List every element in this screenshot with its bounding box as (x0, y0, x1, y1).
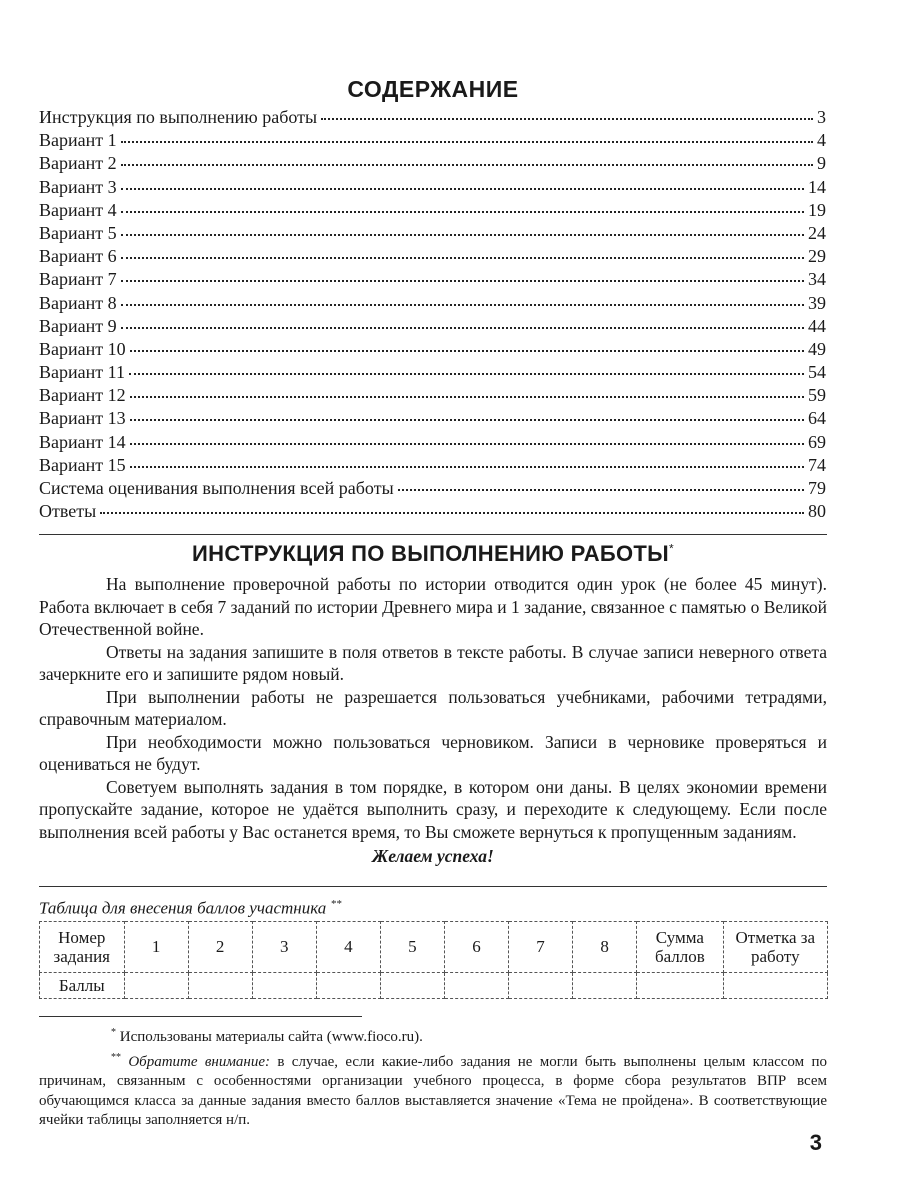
sum-cell[interactable] (637, 972, 723, 998)
toc-entry-page: 4 (817, 130, 826, 151)
toc-entry (39, 361, 826, 384)
toc-entry-label: Вариант 12 (39, 385, 126, 406)
toc-entry-page: 80 (808, 501, 826, 522)
instruction-paragraph: Ответы на задания запишите в поля ответов в тексте работы. В случае записи неверного ответа зачеркните его и запишите рядом новый. (39, 641, 827, 684)
instruction-paragraph: Советуем выполнять задания в том порядке, в котором они даны. В целях экономии времени пропускайте задание, которое не удаётся выполнить сразу, и переходите к следующему. Если после выполнения всей работы у Вас останется время, то Вы сможете вернуться к пропущенным заданиям. (39, 776, 827, 842)
toc-entry-label: Вариант 8 (39, 292, 117, 313)
toc-entry-page: 59 (808, 385, 826, 406)
toc-entry-page: 19 (808, 199, 826, 220)
toc-entry-page: 79 (808, 478, 826, 498)
toc-entry-label: Вариант 3 (39, 176, 117, 197)
toc-leader-dots (130, 466, 804, 468)
grade-cell[interactable] (723, 972, 827, 998)
task-number-cell: 5 (380, 922, 444, 973)
toc-entry (39, 106, 826, 129)
score-table-caption (39, 898, 342, 919)
instruction-paragraph: При выполнении работы не разрешается пользоваться учебниками, рабочими тетрадями, справочным материалом. (39, 686, 827, 729)
toc-leader-dots (398, 489, 804, 491)
toc-entry (39, 431, 826, 454)
toc-leader-dots (121, 211, 804, 213)
toc-entry (39, 500, 826, 523)
instruction-paragraph: На выполнение проверочной работы по истории отводится один урок (не более 45 минут). Работа включает в себя 7 заданий по истории Древнего мира и 1 задание, связанное с памятью о Великой Отечественной войне. (39, 574, 827, 639)
score-table-caption-text: Таблица для внесения баллов участника (39, 898, 327, 918)
grade-header: Отметка за работу (723, 922, 827, 973)
page-number: 3 (809, 1130, 822, 1155)
footnote-1 (39, 1023, 827, 1048)
score-table-points-row (40, 972, 828, 998)
toc-entry-label: Вариант 14 (39, 431, 126, 452)
toc-leader-dots (121, 164, 813, 166)
table-of-contents (39, 106, 826, 523)
points-cell[interactable] (316, 972, 380, 998)
instruction-paragraph: При необходимости можно пользоваться черновиком. Записи в черновике проверяться и оцениваться не будут. (39, 731, 827, 774)
footnote-mark: ** (330, 898, 342, 910)
task-number-cell: 3 (252, 922, 316, 973)
instructions-title-text: ИНСТРУКЦИЯ ПО ВЫПОЛНЕНИЮ РАБОТЫ (192, 541, 669, 566)
task-number-cell: 6 (444, 922, 508, 973)
toc-leader-dots (121, 280, 804, 282)
footnote-1-text: Использованы материалы сайта (www.fioco.ru). (119, 1029, 423, 1045)
toc-entry-label: Вариант 10 (39, 338, 126, 359)
footnote-2 (39, 1048, 827, 1131)
toc-entry-page: 64 (808, 408, 826, 429)
toc-leader-dots (121, 234, 804, 236)
instructions-body (39, 573, 827, 843)
toc-entry-page: 39 (808, 292, 826, 313)
toc-entry (39, 292, 826, 315)
toc-entry (39, 338, 826, 361)
task-number-header: Номер задания (40, 922, 125, 973)
points-cell[interactable] (124, 972, 188, 998)
task-number-cell: 2 (188, 922, 252, 973)
toc-entry-label: Система оценивания выполнения всей работы (39, 478, 394, 498)
toc-entry-label: Вариант 4 (39, 199, 117, 220)
points-cell[interactable] (509, 972, 573, 998)
good-luck-text: Желаем успеха! (372, 846, 494, 866)
score-table-header-row (40, 922, 828, 973)
toc-entry (39, 152, 826, 175)
toc-leader-dots (100, 512, 804, 514)
toc-entry-label: Вариант 9 (39, 315, 117, 336)
score-table (39, 921, 828, 999)
toc-entry (39, 129, 826, 152)
task-number-cell: 8 (573, 922, 637, 973)
toc-entry-label: Вариант 7 (39, 269, 117, 290)
points-label: Баллы (40, 972, 125, 998)
toc-entry-page: 14 (808, 176, 826, 197)
footnote-divider (39, 1016, 362, 1017)
toc-entry-page: 44 (808, 315, 826, 336)
toc-entry-page: 29 (808, 246, 826, 267)
toc-entry (39, 315, 826, 338)
footnote-2-lead: Обратите внимание: (128, 1053, 271, 1070)
toc-title: СОДЕРЖАНИЕ (347, 76, 519, 102)
points-cell[interactable] (380, 972, 444, 998)
toc-entry-label: Вариант 2 (39, 153, 117, 174)
toc-entry (39, 268, 826, 291)
section-divider (39, 534, 827, 535)
toc-leader-dots (130, 443, 804, 445)
toc-entry-page: 34 (808, 269, 826, 290)
instructions-title (0, 541, 866, 567)
footnotes (39, 1023, 827, 1131)
task-number-cell: 4 (316, 922, 380, 973)
toc-entry-label: Вариант 1 (39, 130, 117, 151)
toc-entry-page: 74 (808, 454, 826, 475)
toc-entry (39, 245, 826, 268)
toc-entry (39, 222, 826, 245)
footnote-mark: * (668, 541, 674, 556)
points-cell[interactable] (188, 972, 252, 998)
footnote-mark: * (111, 1027, 116, 1038)
task-number-cell: 7 (509, 922, 573, 973)
toc-entry-label: Вариант 15 (39, 454, 126, 475)
toc-entry-page: 54 (808, 362, 826, 383)
points-cell[interactable] (573, 972, 637, 998)
toc-leader-dots (121, 257, 804, 259)
toc-leader-dots (130, 396, 804, 398)
toc-entry (39, 384, 826, 407)
toc-entry-page: 9 (817, 153, 826, 174)
toc-entry-label: Вариант 6 (39, 246, 117, 267)
toc-entry-label: Инструкция по выполнению работы (39, 107, 318, 127)
toc-entry (39, 454, 826, 477)
points-cell[interactable] (252, 972, 316, 998)
toc-entry-page: 49 (808, 338, 826, 359)
points-cell[interactable] (444, 972, 508, 998)
toc-entry (39, 199, 826, 222)
toc-entry-page: 3 (817, 107, 826, 127)
toc-leader-dots (129, 373, 804, 375)
section-divider (39, 886, 827, 887)
toc-entry (39, 176, 826, 199)
toc-entry-label: Вариант 11 (39, 362, 125, 383)
toc-entry-page: 69 (808, 431, 826, 452)
toc-entry (39, 407, 826, 430)
sum-header: Сумма баллов (637, 922, 723, 973)
toc-leader-dots (130, 419, 804, 421)
footnote-mark: ** (111, 1051, 121, 1063)
task-number-cell: 1 (124, 922, 188, 973)
toc-leader-dots (121, 327, 804, 329)
toc-entry-label: Вариант 5 (39, 222, 117, 243)
toc-leader-dots (121, 141, 813, 143)
toc-entry-label: Вариант 13 (39, 408, 126, 429)
toc-leader-dots (321, 118, 813, 120)
toc-leader-dots (121, 188, 804, 190)
toc-leader-dots (130, 350, 804, 352)
toc-leader-dots (121, 304, 804, 306)
toc-entry-label: Ответы (39, 501, 97, 522)
footnote-2-text: в случае, если какие-либо задания не могли быть выполнены целым классом по причинам, связанным с особенностями организации учебного процесса, в форме сбора результатов ВПР всем обучающимся класса за данные задания вместо баллов выставляется значение «Тема не пройдена». В соответствующие ячейки таблицы заполняется н/п. (39, 1053, 827, 1128)
toc-entry-page: 24 (808, 222, 826, 243)
toc-entry (39, 477, 826, 500)
